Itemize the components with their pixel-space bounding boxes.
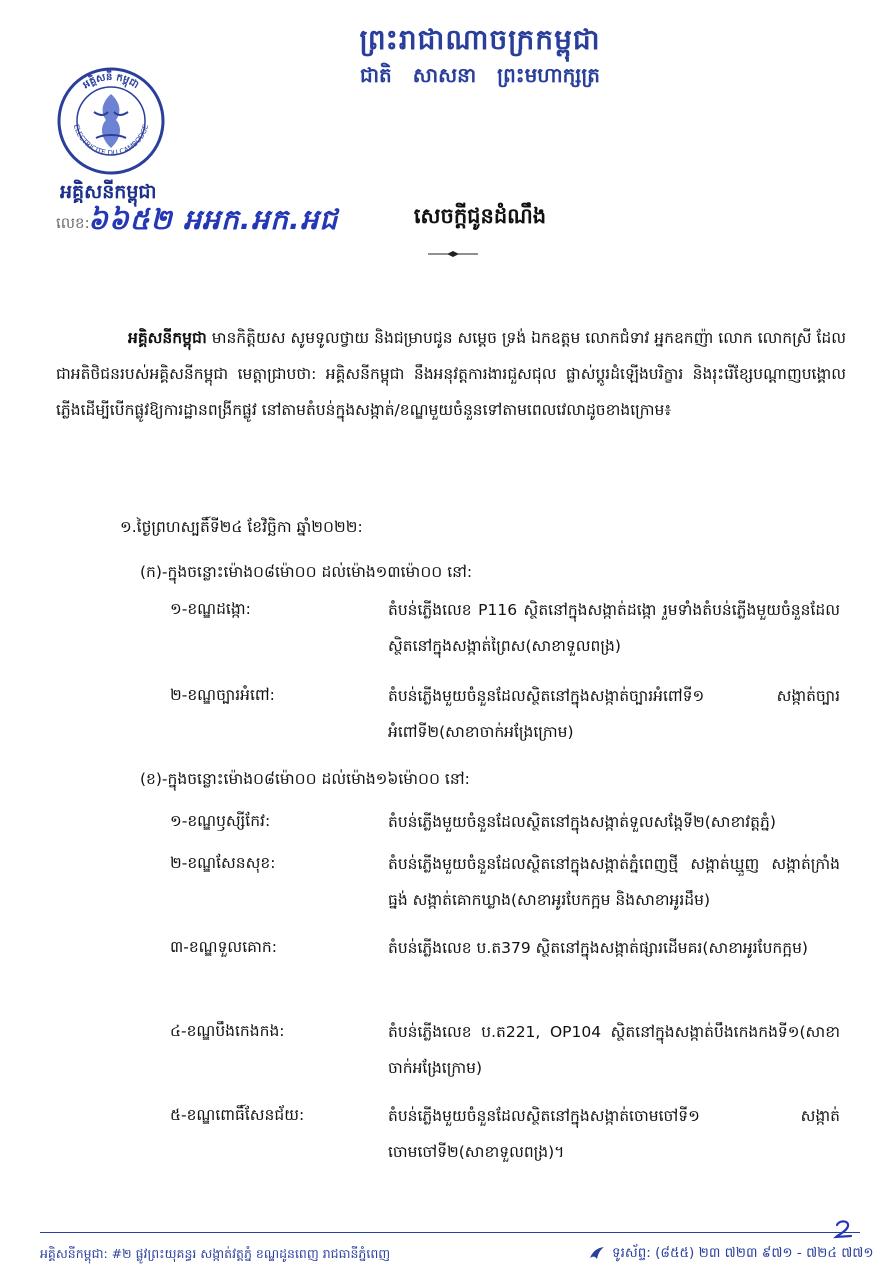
area-item-name: ៤-ខណ្ឌបឹងកេងកង:	[170, 1022, 285, 1040]
area-item-name: ២-ខណ្ឌច្បារអំពៅ:	[170, 686, 275, 704]
area-item-desc: តំបន់ភ្លើងមួយចំនួនដែលស្ថិតនៅក្នុងសង្កាត់ច្បារអំពៅទី១ សង្កាត់ច្បារអំពៅទី២(សាខាចាក់អង្រែក្រោម)	[388, 687, 840, 741]
logo-mark-icon	[588, 1245, 606, 1261]
area-item-name: ២-ខណ្ឌសែនសុខ:	[170, 854, 276, 872]
area-item-desc: តំបន់ភ្លើងលេខ P116 ស្ថិតនៅក្នុងសង្កាត់ដង្កោ រួមទាំងតំបន់ភ្លើងមួយចំនួនដែលស្ថិតនៅក្នុងសង្កាត់ព្រៃស(សាខាទួលពង្រ)	[388, 601, 840, 655]
date-line: ១.ថ្ងៃព្រហស្បតិ៍ទី២៤ ខែវិច្ឆិកា ឆ្នាំ២០២២:	[120, 518, 363, 536]
logo-top-text: អគ្គិសនី កម្ពុជា	[81, 71, 141, 92]
national-motto: ជាតិ សាសនា ព្រះមហាក្សត្រ	[360, 63, 600, 87]
footer-address: អគ្គិសនីកម្ពុជា: #២ ផ្លូវព្រះយុគន្ធរ សង្កាត់វត្តភ្នំ ខណ្ឌដូនពេញ រាជធានីភ្នំពេញ	[40, 1246, 391, 1261]
apsara-emblem-icon	[56, 66, 166, 176]
area-item-name: ១-ខណ្ឌដង្កោ:	[170, 600, 251, 618]
organization-name: អគ្គិសនីកម្ពុជា	[60, 181, 157, 203]
intro-org-name: អគ្គិសនីកម្ពុជា	[128, 329, 207, 347]
handwritten-page-mark-icon	[832, 1218, 856, 1240]
area-item-desc: តំបន់ភ្លើងលេខ ប.ត379 ស្ថិតនៅក្នុងសង្កាត់ផ្សារដើមគរ(សាខាអូរបែកក្អម)	[388, 939, 808, 957]
area-item-name: ១-ខណ្ឌឫស្សីកែវ:	[170, 812, 271, 830]
intro-paragraph	[56, 320, 846, 428]
section-b-heading: (ខ)-ក្នុងចន្លោះម៉ោង០៨ម៉ោ០០ ដល់ម៉ោង១៦ម៉ោ០០ នៅ:	[140, 770, 470, 788]
title-ornament-icon	[428, 250, 478, 258]
footer-divider	[40, 1232, 860, 1233]
area-item-desc: តំបន់ភ្លើងលេខ ប.ត221, OP104 ស្ថិតនៅក្នុងសង្កាត់បឹងកេងកងទី១(សាខាចាក់អង្រែក្រោម)	[388, 1023, 840, 1077]
area-item-name: ៥-ខណ្ឌពោធិ៍សែនជ័យ:	[170, 1106, 305, 1124]
section-a-heading: (ក)-ក្នុងចន្លោះម៉ោង០៨ម៉ោ០០ ដល់ម៉ោង១៣ម៉ោ០០ នៅ:	[140, 563, 473, 581]
kingdom-header: ព្រះរាជាណាចក្រកម្ពុជា	[359, 23, 601, 56]
document-title: សេចក្តីជូនដំណឹង	[413, 204, 547, 228]
logo-bottom-text: ELECTRICITE DU CAMBODGE	[71, 123, 151, 158]
area-item-desc: តំបន់ភ្លើងមួយចំនួនដែលស្ថិតនៅក្នុងសង្កាត់ចោមចៅទី១ សង្កាត់ចោមចៅទី២(សាខាទួលពង្រ)។	[388, 1107, 840, 1161]
intro-text: មានកិត្តិយស សូមទូលថ្វាយ និងជម្រាបជូន សម្តេច ទ្រង់ ឯកឧត្តម លោកជំទាវ អ្នកឧកញ៉ា លោក លោកស្រី ដែលជាអតិថិជនរបស់អគ្គិសនីកម្ពុជា មេត្តាជ្រាបថា: អគ្គិសនីកម្ពុជា នឹងអនុវត្តការងារជួសជុល ផ្លាស់ប្តូរដំឡើងបរិក្ខារ និងរុះរើខ្សែបណ្តាញបង្គោលភ្លើងដើម្បីបើកផ្លូវឱ្យការដ្ឋានពង្រីកផ្លូវ នៅតាមតំបន់ក្នុងសង្កាត់/ខណ្ឌមួយចំនួនទៅតាមពេលវេលាដូចខាងក្រោម៖	[56, 329, 846, 419]
area-item-name: ៣-ខណ្ឌទួលគោក:	[170, 938, 277, 956]
area-item-desc: តំបន់ភ្លើងមួយចំនួនដែលស្ថិតនៅក្នុងសង្កាត់ភ្នំពេញថ្មី សង្កាត់ឃ្មួញ សង្កាត់ក្រាំងធ្នង់ សង្កាត់គោកឃ្លាង(សាខាអូរបែកក្អម និងសាខាអូរដឹម)	[388, 855, 840, 909]
area-item-desc: តំបន់ភ្លើងមួយចំនួនដែលស្ថិតនៅក្នុងសង្កាត់ទួលសង្កែទី២(សាខាវត្តភ្នំ)	[388, 813, 776, 831]
reference-label: លេខ:	[56, 214, 90, 232]
reference-number: ៦៦៥២ អអក.អក.អជ	[88, 203, 339, 236]
footer-phone	[588, 1244, 874, 1264]
footer-phone-text: ទូរស័ព្ទ: (៨៥៥) ២៣ ៧២៣ ៩៧១ - ៧២៤ ៧៧១	[612, 1245, 874, 1261]
